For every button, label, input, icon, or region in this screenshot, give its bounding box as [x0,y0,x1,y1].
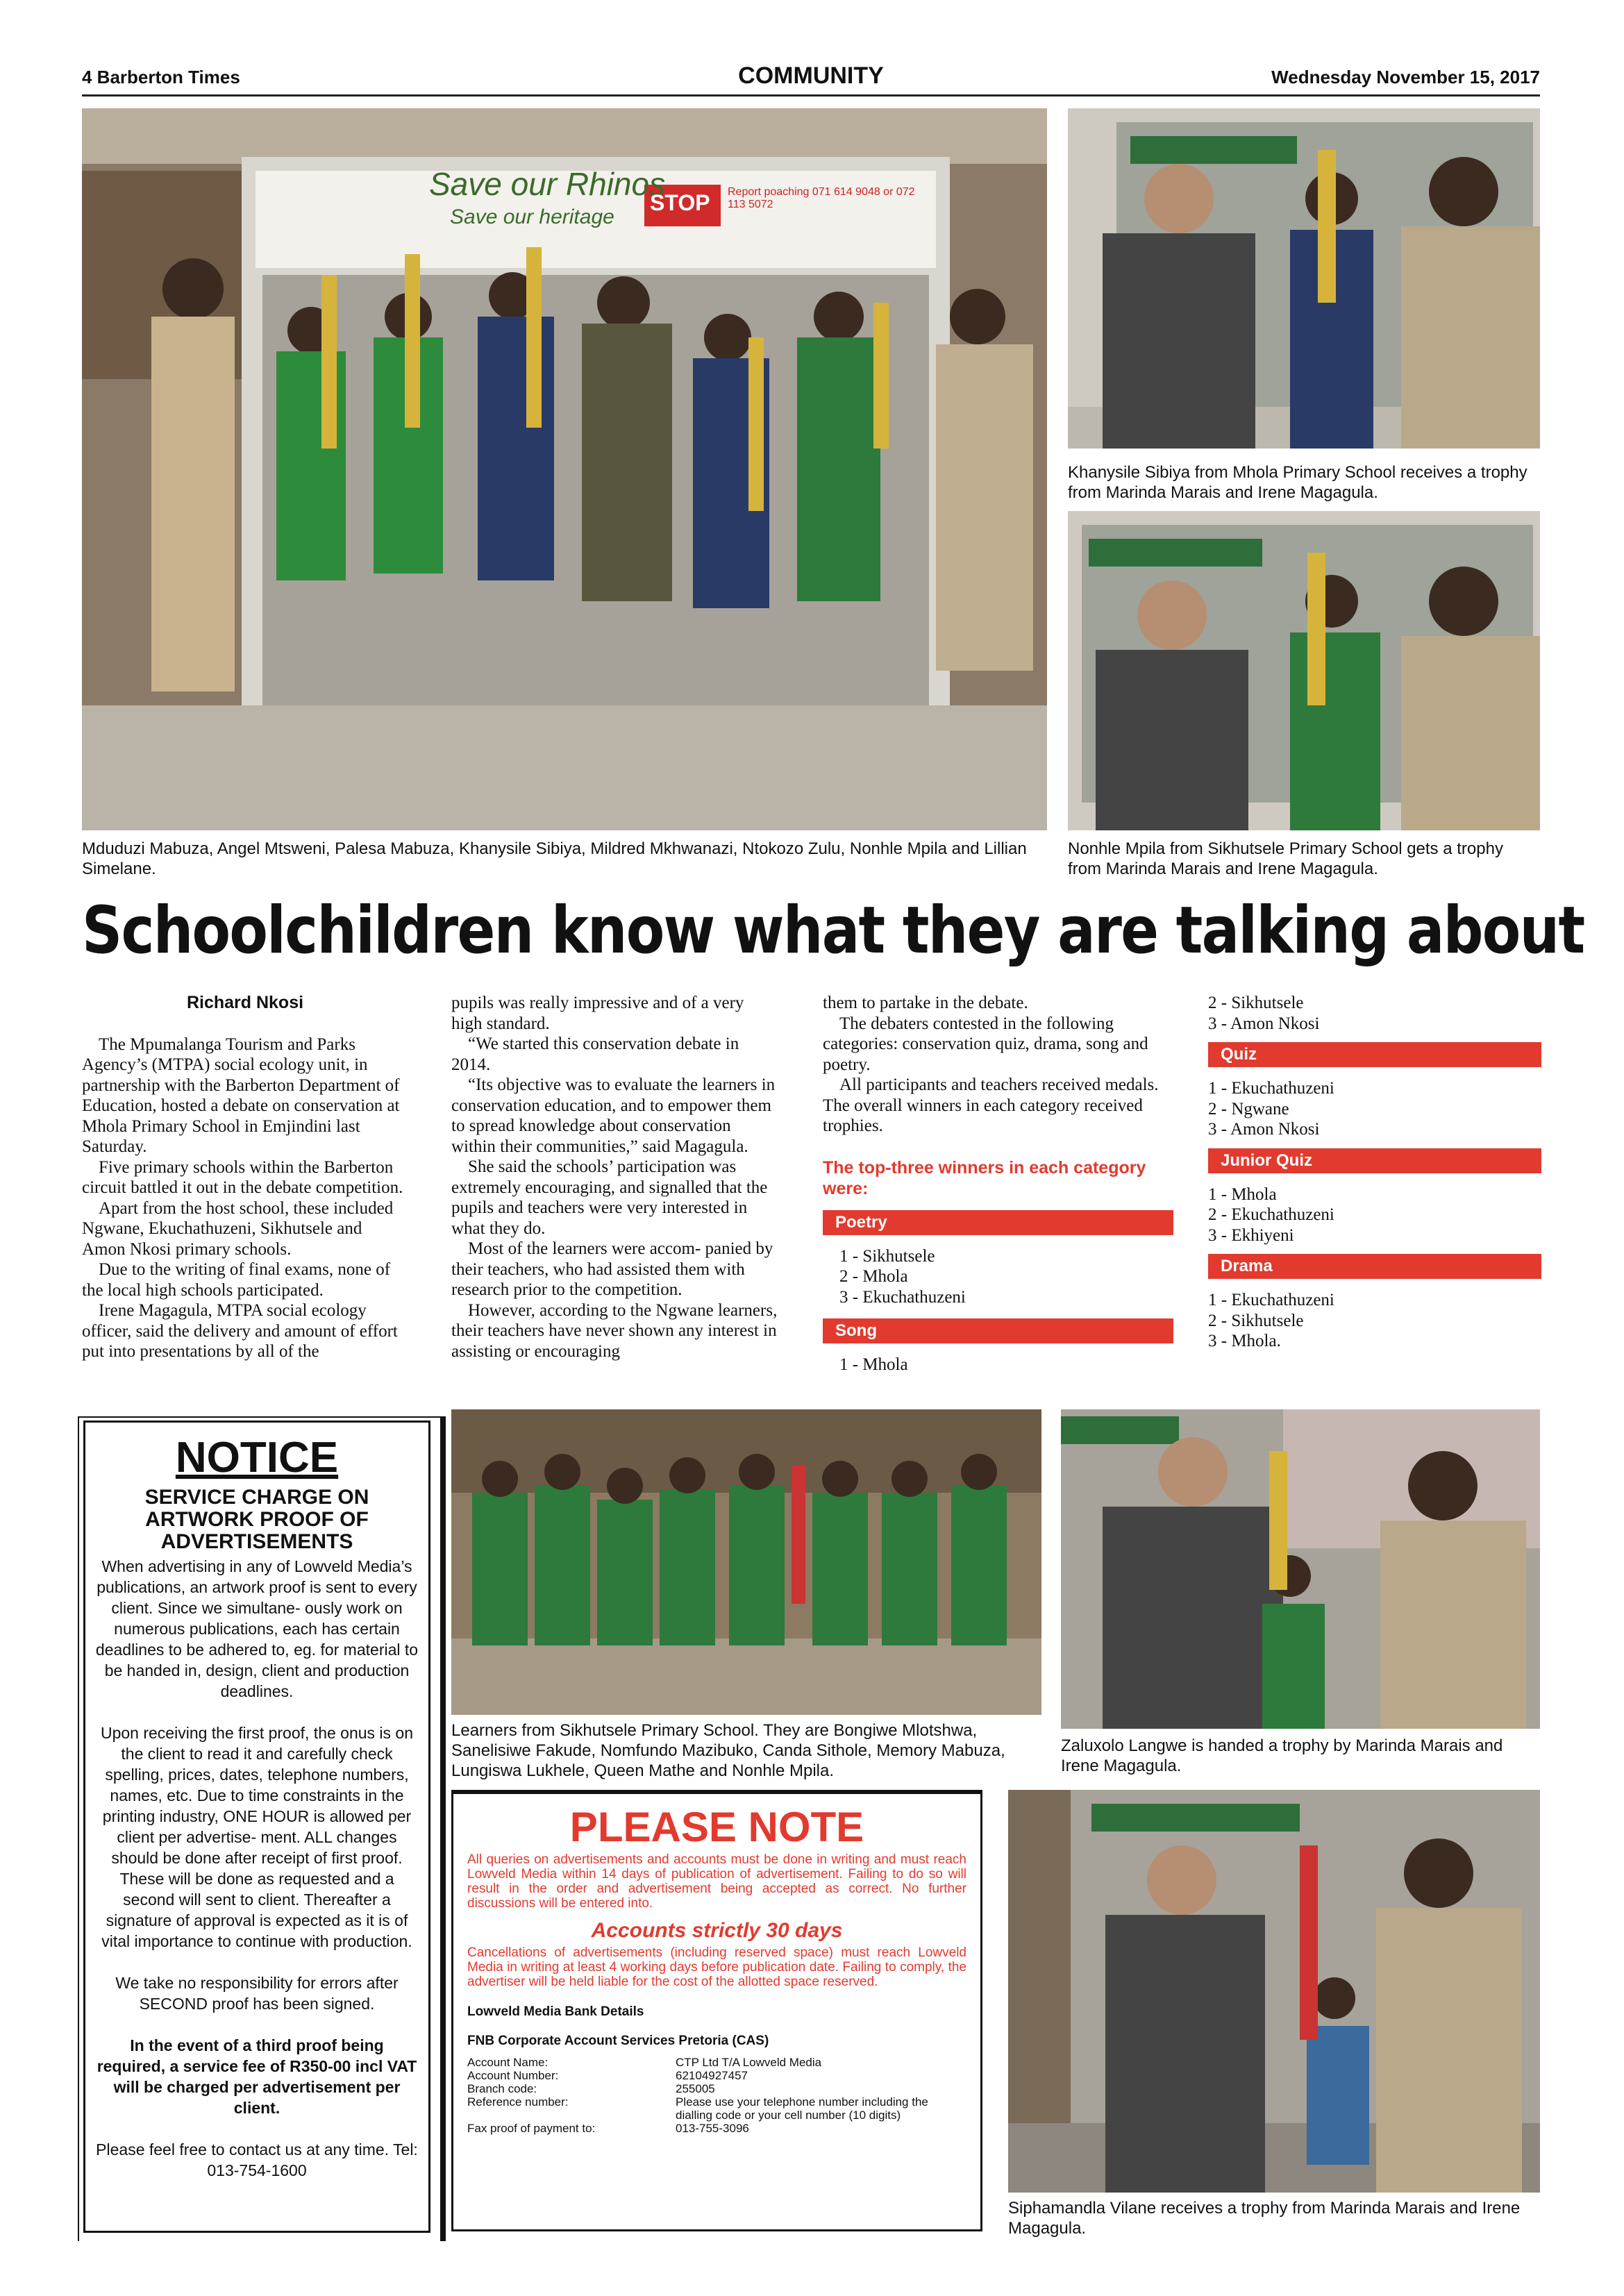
list-item: 2 - Sikhutsele [1208,1311,1304,1330]
banner-stop: STOP [650,190,710,215]
list-item: 3 - Amon Nkosi [1208,1120,1320,1139]
list-item: 3 - Amon Nkosi [1208,1014,1320,1033]
poetry-list [823,1246,1173,1308]
please-note-queries: All queries on advertisements and accounts must be done in writing and must reach Lowveld Media within 14 days of publication of advertisement. Failing to do so will result in the order and advertisement being accepted as correct. No further discussions will be entered into. [467,1852,966,1911]
siphamandla-caption: Siphamandla Vilane receives a trophy from Marinda Marais and Irene Magagula. [1008,2199,1521,2238]
group-photo-caption: Learners from Sikhutsele Primary School. They are Bongiwe Mlotshwa, Sanelisiwe Fakude, Nomfundo Mazibuko, Canda Sithole, Memory Mabuza, Lungiswa Lukhele, Queen Mathe and Nonhle Mpila. [451,1721,1005,1780]
drama-list [1191,1290,1541,1352]
please-note-box [451,1790,982,2231]
junior-quiz-list [1191,1184,1541,1246]
notice-contact: Please feel free to contact us at any time. Tel: 013-754-1600 [96,2140,418,2179]
notice-paragraph: When advertising in any of Lowveld Media’s publications, an artwork proof is sent to every client. Since we simultane- ously work on numerous publications, each has certain deadlines to be adhered to, eg. for material to be handed in, design, client and production deadlines. [95,1557,419,1700]
bank-value: 255005 [676,2082,715,2095]
article-paragraph: Apart from the host school, these included Ngwane, Ekuchathuzeni, Sikhutsele and Amon Nkosi primary schools. [82,1198,394,1259]
article-paragraph: All participants and teachers received medals. The overall winners in each category received trophies. [823,1075,1159,1135]
please-note-cancellations: Cancellations of advertisements (including reserved space) must reach Lowveld Media in writing at least 4 working days before publication date. Failing to comply, the advertiser will be held liable for the cost of the allotted space reserved. [467,1945,966,1989]
group-photo [451,1409,1041,1715]
zaluxolo-photo [1061,1409,1540,1729]
list-item: 1 - Sikhutsele [839,1246,935,1266]
article-paragraph: Five primary schools within the Barberton circuit battled it out in the debate competition. [82,1157,403,1197]
notice-paragraph: Upon receiving the first proof, the onus is on the client to read it and carefully check spelling, prices, dates, telephone numbers, names, etc. Due to time constraints in the printing industry, ONE HOUR is allowed per client per advertise- ment. ALL changes should be done after receipt of first proof. These will be done as requested and a second will sent to client. Thereafter a signature of approval is expected as it is of vital importance to continue with production. [100,1724,414,1950]
byline: Richard Nkosi [186,993,304,1012]
banner-report: Report poaching 071 614 9048 or 072 113 5072 [728,186,915,210]
bank-value: Please use your telephone number including the dialling code or your cell number (10 digits) [676,2095,928,2122]
table-row [467,2122,966,2135]
article-paragraph: She said the schools’ participation was extremely encouraging, and signalled that the pupils and teachers were very interested in what they do. [451,1157,768,1238]
article-column-1 [82,993,408,1362]
siphamandla-photo [1008,1790,1540,2193]
table-row [467,2056,966,2069]
list-item: 2 - Ekuchathuzeni [1208,1205,1334,1224]
article-paragraph: “Its objective was to evaluate the learners in conservation education, and to empower them to spread knowledge about conservation within their communities,” said Magagula. [451,1075,776,1156]
issue-date: Wednesday November 15, 2017 [1271,67,1540,87]
article-column-2 [451,993,778,1361]
article-paragraph: Due to the writing of final exams, none of the local high schools participated. [82,1260,391,1300]
list-item: 2 - Sikhutsele [1208,994,1304,1012]
banner-subtitle: Save our heritage [450,206,614,228]
page-number-publication: 4 Barberton Times [82,67,240,87]
bank-value: 62104927457 [676,2069,748,2082]
notice-service-fee: In the event of a third proof being required, a service fee of R350-00 incl VAT will be charged per advertisement per client. [97,2036,417,2117]
top-right-caption: Khanysile Sibiya from Mhola Primary School receives a trophy from Marinda Marais and Irene Magagula. [1068,463,1527,502]
list-item: 1 - Ekuchathuzeni [1208,1291,1334,1309]
bank-key: Fax proof of payment to: [467,2122,596,2135]
please-note-title: PLEASE NOTE [569,1804,864,1850]
list-item: 2 - Mhola [839,1267,908,1286]
section-title: COMMUNITY [738,62,884,89]
article-paragraph: pupils was really impressive and of a very high standard. [451,994,744,1033]
winners-heading: The top-three winners in each category were: [823,1157,1146,1198]
article-paragraph: The Mpumalanga Tourism and Parks Agency’s (MTPA) social ecology unit, in partnership with the Barberton Department of Education, hosted a debate on conservation at Mhola Primary School in Emjindini last Saturday. [82,1034,400,1156]
bank-details-table [467,2056,966,2135]
article-paragraph: However, according to the Ngwane learners, their teachers have never shown any interest in assisting or encouraging [451,1300,778,1361]
article-paragraph: Irene Magagula, MTPA social ecology officer, said the delivery and amount of effort put into presentations by all of the [82,1301,398,1361]
page-header [82,62,1540,97]
list-item: 2 - Ngwane [1208,1099,1289,1118]
list-item: 1 - Ekuchathuzeni [1208,1079,1334,1098]
bank-key: Account Number: [467,2069,559,2082]
category-quiz-bar: Quiz [1208,1042,1541,1067]
article-headline: Schoolchildren know what they are talking about [82,893,1584,969]
bank-key: Reference number: [467,2095,569,2109]
accounts-heading: Accounts strictly 30 days [591,1919,843,1942]
article-paragraph: Most of the learners were accom- panied by their teachers, who had assisted them with research prior to the competition. [451,1239,773,1299]
category-drama-bar: Drama [1208,1254,1541,1279]
category-song-bar: Song [823,1318,1173,1343]
category-junior-quiz-bar: Junior Quiz [1208,1148,1541,1173]
notice-subtitle: SERVICE CHARGE ON ARTWORK PROOF OF ADVERTISEMENTS [144,1486,369,1553]
list-item: 1 - Mhola [839,1355,908,1374]
article-column-4 [1208,993,1541,1352]
bank-value: 013-755-3096 [676,2122,749,2135]
category-poetry-bar: Poetry [823,1210,1173,1235]
notice-title: NOTICE [175,1434,339,1482]
bank-key: Account Name: [467,2056,549,2069]
article-column-3 [823,993,1173,1375]
list-item: 3 - Ekuchathuzeni [839,1287,966,1307]
banner-title: Save our Rhinos [429,166,666,202]
song-list [823,1355,1173,1375]
bank-name: FNB Corporate Account Services Pretoria (CAS) [467,2034,769,2048]
notice-paragraph: We take no responsibility for errors after SECOND proof has been signed. [115,1974,399,2013]
list-item: 3 - Ekhiyeni [1208,1225,1294,1245]
notice-box [83,1421,430,2233]
table-row [467,2082,966,2095]
quiz-list [1191,1078,1541,1140]
bank-details-heading: Lowveld Media Bank Details [467,2004,644,2019]
article-paragraph: them to partake in the debate. [823,994,1028,1012]
list-item: 1 - Mhola [1208,1184,1277,1204]
zaluxolo-caption: Zaluxolo Langwe is handed a trophy by Marinda Marais and Irene Magagula. [1061,1736,1503,1775]
song-list-continued [1191,993,1541,1034]
article-paragraph: The debaters contested in the following categories: conservation quiz, drama, song and poetry. [823,1014,1148,1074]
table-row [467,2069,966,2082]
article-paragraph: “We started this conservation debate in 2014. [451,1034,739,1074]
table-row [467,2095,966,2122]
bank-value: CTP Ltd T/A Lowveld Media [676,2056,822,2069]
bank-key: Branch code: [467,2082,537,2095]
mid-right-caption: Nonhle Mpila from Sikhutsele Primary School gets a trophy from Marinda Marais and Irene Magagula. [1068,839,1503,878]
main-group-photo [82,108,1047,830]
mid-right-photo [1068,511,1540,830]
list-item: 3 - Mhola. [1208,1332,1281,1350]
top-right-photo [1068,108,1540,449]
main-photo-caption: Mduduzi Mabuza, Angel Mtsweni, Palesa Mabuza, Khanysile Sibiya, Mildred Mkhwanazi, Ntokozo Zulu, Nonhle Mpila and Lillian Simelane. [82,839,1027,878]
